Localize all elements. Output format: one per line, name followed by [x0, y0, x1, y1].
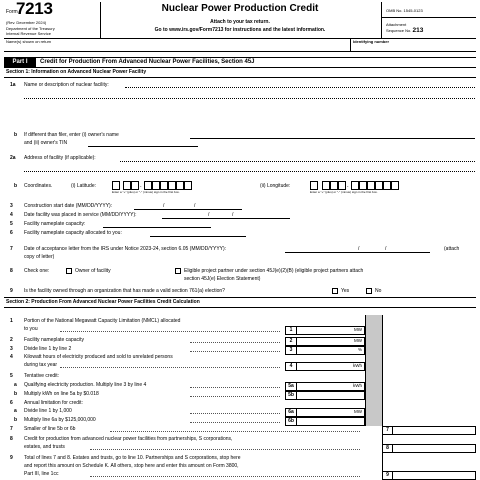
- longitude-label: (ii) Longitude:: [260, 183, 291, 189]
- latitude-digit-box[interactable]: [152, 181, 160, 190]
- line-8-label: Check one:: [24, 268, 50, 274]
- nameplate-capacity-input[interactable]: [103, 227, 211, 228]
- date-slash: /: [232, 212, 234, 218]
- sequence-number: 213: [412, 27, 424, 34]
- line-1b-number: b: [14, 132, 18, 138]
- calc-line-label: Credit for production from advanced nuclear power facilities from partnerships, S corporations,: [24, 436, 233, 442]
- owner-of-facility-checkbox[interactable]: [66, 268, 72, 274]
- latitude-digit-box[interactable]: [168, 181, 176, 190]
- unit-label: kWh: [353, 363, 362, 368]
- calc-line-label: Qualifying electricity production. Multiply line 3 by line 4: [24, 382, 147, 388]
- leader-dots: [90, 449, 360, 450]
- line-box-number: 7: [382, 426, 393, 435]
- leader-dots: [110, 431, 360, 432]
- eligible-partner-checkbox[interactable]: [175, 268, 181, 274]
- calc-line-number: 3: [10, 346, 13, 352]
- calc-line-number: 6: [10, 400, 13, 406]
- latitude-sign-box[interactable]: [112, 181, 120, 190]
- calc-line-label: Smaller of line 5b or 6b: [24, 426, 76, 432]
- owner-of-facility-label: Owner of facility: [75, 268, 111, 274]
- calc-line-number: b: [14, 391, 18, 397]
- line-box-number: 5b: [285, 391, 297, 400]
- acceptance-letter-date-input[interactable]: [285, 252, 430, 253]
- unit-label: MW: [354, 338, 362, 343]
- longitude-digit-box[interactable]: [375, 181, 383, 190]
- calc-line-number: 7: [10, 426, 13, 432]
- placed-in-service-date-input[interactable]: [162, 218, 290, 219]
- leader-dots: [60, 331, 280, 332]
- right-column-blank: [382, 315, 476, 426]
- line-9-input[interactable]: [393, 471, 476, 480]
- line-9-number: 9: [10, 288, 13, 294]
- line-2a-number: 2a: [10, 155, 16, 161]
- calc-line-label: Divide line 1 by line 2: [24, 346, 72, 352]
- latitude-digit-box[interactable]: [176, 181, 184, 190]
- shaded-column: [365, 315, 382, 426]
- longitude-digit-box[interactable]: [383, 181, 391, 190]
- longitude-sign-box[interactable]: [310, 181, 318, 190]
- facility-address-input[interactable]: [120, 161, 475, 162]
- line-7-attach: (attach: [444, 246, 460, 252]
- form-title: Nuclear Power Production Credit: [161, 3, 319, 14]
- column-rule: [365, 315, 366, 426]
- line-2b-number: b: [14, 183, 18, 189]
- line-box-number: 1: [285, 326, 297, 335]
- longitude-digit-box[interactable]: [322, 181, 330, 190]
- eligible-partner-label: Eligible project partner under section 45J(e)(2)(B) (eligible project partners attach: [184, 268, 364, 274]
- calc-line-label-2: to you: [24, 326, 38, 332]
- calc-line-number: 9: [10, 455, 13, 461]
- longitude-decimal: .: [347, 183, 349, 189]
- part1-title: Credit for Production From Advanced Nuclear Power Facilities, Section 45J: [40, 59, 255, 65]
- latitude-digit-box[interactable]: [184, 181, 192, 190]
- line-5-label: Facility nameplate capacity:: [24, 221, 86, 227]
- line-4-number: 4: [10, 212, 13, 218]
- line-7-label: Date of acceptance letter from the IRS under Notice 2023-24, section 6.05 (MM/DD/YYYY):: [24, 246, 227, 252]
- line-1a-number: 1a: [10, 82, 16, 88]
- line-box-number: 6a: [285, 408, 297, 417]
- calc-line-label-2: estates, and trusts: [24, 444, 65, 450]
- line-3-label: Construction start date (MM/DD/YYYY):: [24, 203, 113, 209]
- section2-title: Section 2: Production From Advanced Nuclear Power Facilities Credit Calculation: [6, 299, 200, 305]
- latitude-label: (i) Latitude:: [71, 183, 97, 189]
- date-slash: /: [208, 212, 210, 218]
- longitude-digit-box[interactable]: [367, 181, 375, 190]
- calc-line-number: a: [14, 408, 17, 414]
- attachment-label: Attachment: [386, 22, 407, 27]
- line-box-number: 6b: [285, 417, 297, 426]
- column-rule: [382, 315, 383, 480]
- unit-label: %: [357, 347, 362, 352]
- date-slash: /: [194, 203, 196, 209]
- attach-instruction: Attach to your tax return.: [210, 19, 270, 25]
- calc-line-label: Annual limitation for credit:: [24, 400, 83, 406]
- leader-dots: [190, 396, 280, 397]
- facility-address-continued[interactable]: [24, 171, 475, 172]
- longitude-digit-box[interactable]: [338, 181, 346, 190]
- revision-date: (Rev. December 2024): [6, 20, 47, 25]
- calc-line-label: Multiply line 6a by $125,000,000: [24, 417, 96, 423]
- irs-instructions-link[interactable]: Go to www.irs.gov/Form7213 for instructions and the latest information.: [154, 27, 326, 33]
- allocated-capacity-input[interactable]: [150, 236, 246, 237]
- line-8-input[interactable]: [393, 444, 476, 453]
- calc-line-label: Total of lines 7 and 8. Estates and trusts, go to line 10. Partnerships and S corporations, stop here: [24, 455, 241, 461]
- line-6b-input[interactable]: [297, 417, 365, 426]
- owner-tin-input[interactable]: [88, 146, 198, 147]
- leader-dots: [190, 422, 280, 423]
- calc-line-number: 5: [10, 373, 13, 379]
- line-4-label: Date facility was placed in service (MM/DD/YYYY):: [24, 212, 137, 218]
- latitude-note: Enter a "+" (plus) or "-" (minus) sign in the first box.: [112, 190, 180, 194]
- calc-line-label: Facility nameplate capacity: [24, 337, 85, 343]
- longitude-digit-box[interactable]: [330, 181, 338, 190]
- leader-dots: [190, 387, 280, 388]
- calc-line-label-2: and report this amount on Schedule K. All others, stop here and enter this amount on Form 3800,: [24, 463, 239, 469]
- line-6-number: 6: [10, 230, 13, 236]
- no-checkbox[interactable]: [366, 288, 372, 294]
- calc-line-number: 8: [10, 436, 13, 442]
- longitude-note: Enter a "+" (plus) or "-" (minus) sign in the first box.: [310, 190, 378, 194]
- department-line: Department of the Treasury: [6, 26, 55, 31]
- line-box-number: 5a: [285, 382, 297, 391]
- name-label: Name(s) shown on return: [6, 39, 52, 44]
- nuclear-facility-name-input[interactable]: [125, 87, 475, 88]
- omb-number: OMB No. 1545-0123: [386, 8, 423, 13]
- form-label: Form: [6, 9, 18, 15]
- calc-line-number: a: [14, 382, 17, 388]
- line-box-number: 8: [382, 444, 393, 453]
- line-5b-input[interactable]: [297, 391, 365, 400]
- line-3-number: 3: [10, 203, 13, 209]
- line-box-number: 2: [285, 337, 297, 346]
- coordinates-label: Coordinates.: [24, 183, 53, 189]
- calc-line-label: Divide line 1 by 1,000: [24, 408, 72, 414]
- owner-name-input[interactable]: [190, 138, 475, 139]
- identifying-number-label: Identifying number: [353, 39, 389, 44]
- calc-line-label-3: Part III, line 1cc: [24, 471, 59, 477]
- line-7-copy-note: copy of letter): [24, 254, 55, 260]
- line-1b-tin-label: and (ii) owner's TIN: [24, 140, 68, 146]
- service-line: Internal Revenue Service: [6, 31, 51, 36]
- calc-line-number: b: [14, 417, 18, 423]
- latitude-digit-box[interactable]: [160, 181, 168, 190]
- line-7-number: 7: [10, 246, 13, 252]
- line-5-number: 5: [10, 221, 13, 227]
- leader-dots: [60, 367, 280, 368]
- line-9-label: Is the facility owned through an organization that has made a valid section 761(a) election?: [24, 288, 225, 294]
- yes-label: Yes: [341, 288, 350, 294]
- calc-line-number: 1: [10, 318, 13, 324]
- line-box-number: 3: [285, 346, 297, 355]
- calc-line-label: Multiply kWh on line 5a by $0.018: [24, 391, 99, 397]
- latitude-digit-box[interactable]: [123, 181, 131, 190]
- section1-title: Section 1: Information on Advanced Nuclear Power Facility: [6, 69, 147, 75]
- nuclear-facility-name-continued[interactable]: [24, 98, 475, 99]
- latitude-digit-box[interactable]: [131, 181, 139, 190]
- part1-tag: Part I: [4, 58, 36, 67]
- form-number: 7213: [16, 0, 53, 18]
- line-2a-label: Address of facility (if applicable):: [24, 155, 96, 161]
- latitude-decimal: .: [140, 183, 142, 189]
- line-7-input[interactable]: [393, 426, 476, 435]
- leader-dots: [190, 413, 280, 414]
- line-1b-label: If different than filer, enter (i) owner's name: [24, 132, 119, 138]
- construction-start-date-input[interactable]: [134, 209, 242, 210]
- longitude-digit-box[interactable]: [391, 181, 399, 190]
- leader-dots: [90, 476, 360, 477]
- eligible-partner-label-2: section 45J(e) Election Statement): [184, 276, 261, 282]
- line-box-number: 9: [382, 471, 393, 480]
- leader-dots: [190, 351, 280, 352]
- line-box-number: 4: [285, 362, 297, 371]
- unit-label: MW: [354, 409, 362, 414]
- yes-checkbox[interactable]: [332, 288, 338, 294]
- unit-label: kWh: [353, 383, 362, 388]
- leader-dots: [190, 342, 280, 343]
- date-slash: /: [358, 246, 360, 252]
- longitude-digit-box[interactable]: [359, 181, 367, 190]
- line-8-number: 8: [10, 268, 13, 274]
- line-1a-label: Name or description of nuclear facility:: [24, 82, 109, 88]
- calc-line-label-2: during tax year: [24, 362, 58, 368]
- date-slash: /: [385, 246, 387, 252]
- calc-line-number: 2: [10, 337, 13, 343]
- calc-line-label: Portion of the National Megawatt Capacity Limitation (NMCL) allocated: [24, 318, 181, 324]
- line-6-label: Facility nameplate capacity allocated to you:: [24, 230, 122, 236]
- unit-label: MW: [354, 327, 362, 332]
- calc-line-label: Tentative credit:: [24, 373, 60, 379]
- latitude-digit-box[interactable]: [144, 181, 152, 190]
- date-slash: /: [163, 203, 165, 209]
- longitude-digit-box[interactable]: [351, 181, 359, 190]
- sequence-label: Sequence No. 213: [386, 27, 424, 34]
- no-label: No: [375, 288, 382, 294]
- calc-line-number: 4: [10, 354, 13, 360]
- calc-line-label: Kilowatt hours of electricity produced and sold to unrelated persons: [24, 354, 173, 360]
